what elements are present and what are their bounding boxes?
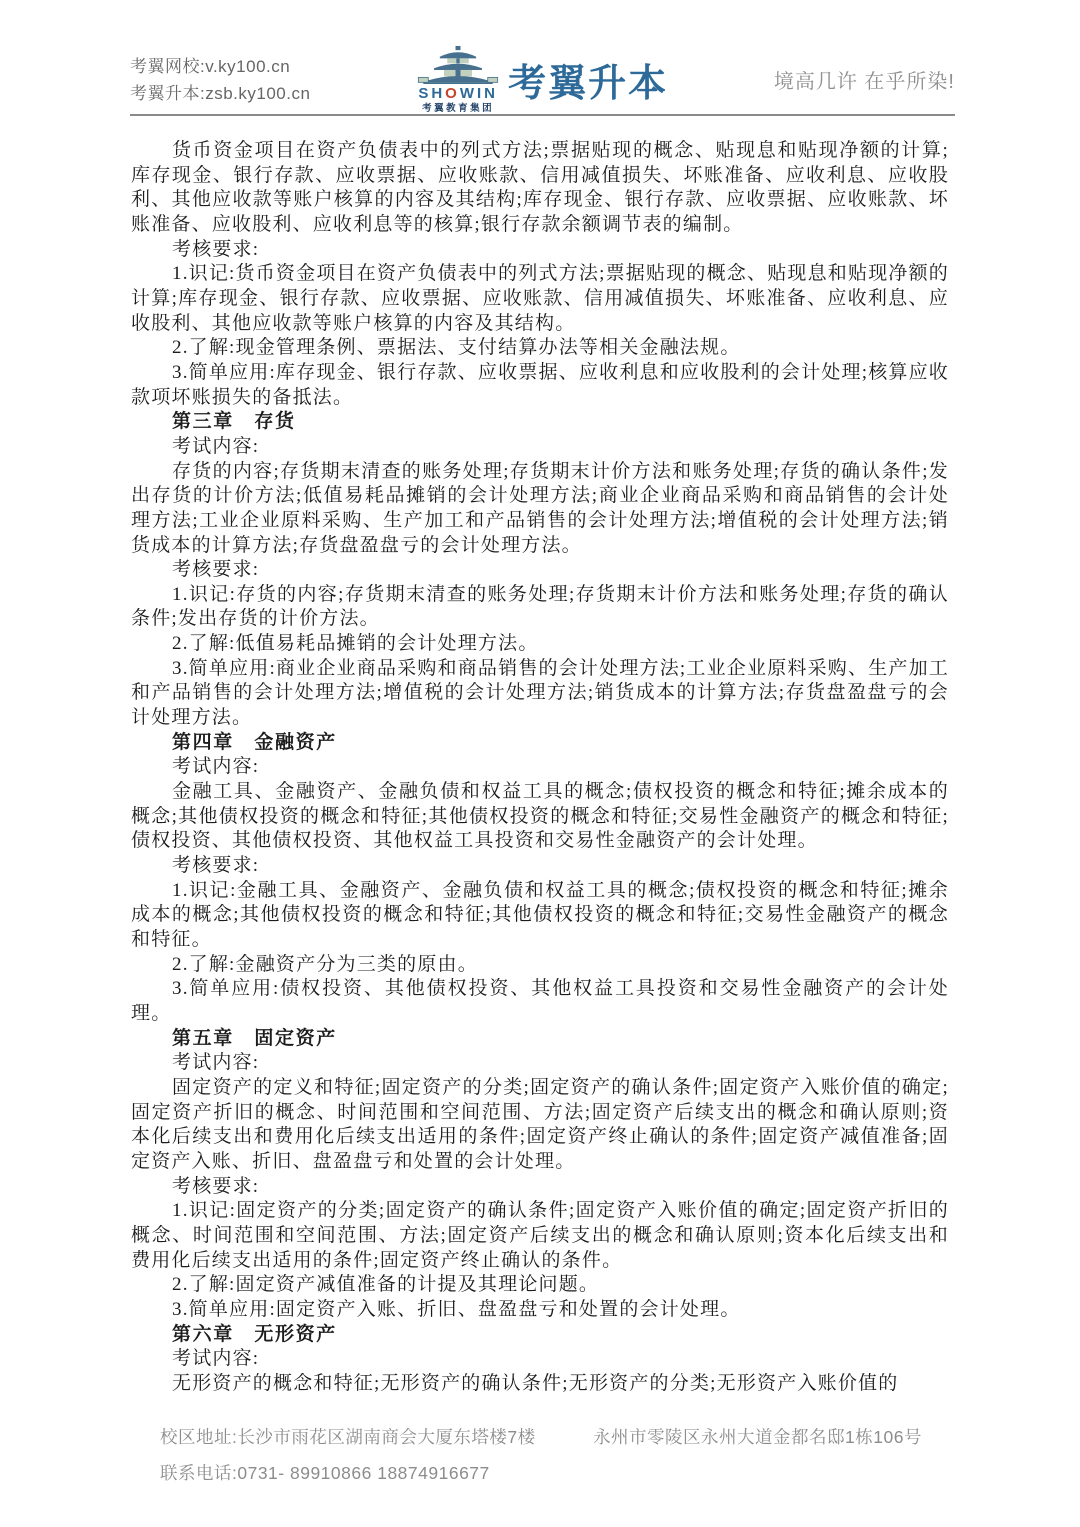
brand-group-name: 考翼教育集团 (422, 103, 495, 114)
page-header (130, 46, 955, 114)
paragraph: 考试内容: (172, 1348, 260, 1370)
site-url-shengben[interactable]: 考翼升本:zsb.ky100.cn (130, 83, 311, 103)
chapter-heading: 第四章 金融资产 (172, 731, 337, 753)
paragraph: 考核要求: (172, 559, 260, 581)
paragraph: 金融工具、金融资产、金融负债和权益工具的概念;债权投资的概念和特征;摊余成本的概念;其他债权投资的概念和特征;其他债权投资的概念和特征;交易性金融资产的概念和特征;债权投资、其他债权投资、其他权益工具投资和交易性金融资产的会计处理。 (131, 781, 949, 852)
page-footer (160, 1424, 922, 1485)
paragraph: 固定资产的定义和特征;固定资产的分类;固定资产的确认条件;固定资产入账价值的确定;固定资产折旧的概念、时间范围和空间范围、方法;固定资产后续支出的概念和确认原则;资本化后续支出和费用化后续支出适用的条件;固定资产终止确认的条件;固定资产减值准备;固定资产入账、折旧、盘盈盘亏和处置的会计处理。 (131, 1076, 949, 1172)
paragraph: 3.简单应用:商业企业商品采购和商品销售的会计处理方法;工业企业原料采购、生产加工和产品销售的会计处理方法;增值税的会计处理方法;销货成本的计算方法;存货盘盈盘亏的会计处理方法。 (131, 657, 950, 729)
logo-mark (416, 46, 500, 114)
paragraph: 1.识记:固定资产的分类;固定资产的确认条件;固定资产入账价值的确定;固定资产折旧的概念、时间范围和空间范围、方法;固定资产后续支出的概念和确认原则;资本化后续支出和费用化后续支出适用的条件;固定资产终止确认的条件。 (131, 1200, 949, 1271)
header-slogan: 境高几许 在乎所染! (773, 71, 955, 94)
site-url-wangxiao[interactable]: 考翼网校:v.ky100.cn (130, 56, 291, 76)
paragraph: 3.简单应用:固定资产入账、折旧、盘盈盘亏和处置的会计处理。 (172, 1298, 741, 1320)
footer-address-row (160, 1424, 922, 1449)
paragraph: 考试内容: (172, 1052, 260, 1074)
paragraph: 考核要求: (172, 238, 260, 260)
brand-name-en: SHOWIN (418, 85, 498, 102)
paragraph: 考核要求: (172, 1175, 260, 1197)
paragraph: 2.了解:现金管理条例、票据法、支付结算办法等相关金融法规。 (172, 337, 741, 359)
paragraph: 货币资金项目在资产负债表中的列式方法;票据贴现的概念、贴现息和贴现净额的计算;库存现金、银行存款、应收票据、应收账款、信用减值损失、坏账准备、应收利息、应收股利、其他应收款等账户核算的内容及其结构;库存现金、银行存款、应收票据、应收账款、坏账准备、应收股利、应收利息等的核算;银行存款余额调节表的编制。 (131, 140, 949, 235)
paragraph: 3.简单应用:债权投资、其他债权投资、其他权益工具投资和交易性金融资产的会计处理。 (131, 978, 949, 1024)
paragraph: 考试内容: (172, 756, 260, 778)
brand-name-cn: 考翼升本 (508, 63, 669, 106)
document-body (131, 139, 949, 1396)
paragraph: 考试内容: (172, 435, 260, 457)
paragraph: 3.简单应用:库存现金、银行存款、应收票据、应收利息和应收股利的会计处理;核算应收款项坏账损失的备抵法。 (131, 361, 950, 408)
contact-phone: 联系电话:0731- 89910866 18874916677 (160, 1463, 490, 1483)
campus-address-yongzhou: 永州市零陵区永州大道金都名邸1栋106号 (593, 1427, 922, 1447)
showin-o-mark: O (445, 85, 460, 102)
brand-logo (416, 46, 668, 114)
chapter-heading: 第六章 无形资产 (172, 1323, 337, 1345)
pavilion-logo-icon (416, 46, 500, 84)
paragraph: 2.了解:低值易耗品摊销的会计处理方法。 (172, 633, 539, 655)
paragraph: 存货的内容;存货期末清查的账务处理;存货期末计价方法和账务处理;存货的确认条件;发出存货的计价方法;低值易耗品摊销的会计处理方法;商业企业商品采购和商品销售的会计处理方法;工业企业原料采购、生产加工和产品销售的会计处理方法;增值税的会计处理方法;销货成本的计算方法;存货盘盈盘亏的会计处理方法。 (131, 460, 949, 556)
paragraph: 1.识记:金融工具、金融资产、金融负债和权益工具的概念;债权投资的概念和特征;摊余成本的概念;其他债权投资的概念和特征;其他债权投资的概念和特征;交易性金融资产的概念和特征。 (131, 879, 949, 950)
paragraph: 1.识记:存货的内容;存货期末清查的账务处理;存货期末计价方法和账务处理;存货的确认条件;发出存货的计价方法。 (131, 583, 949, 630)
paragraph: 2.了解:金融资产分为三类的原由。 (172, 953, 478, 975)
header-site-links (130, 53, 310, 107)
chapter-heading: 第五章 固定资产 (172, 1027, 337, 1049)
header-divider (130, 114, 955, 116)
chapter-heading: 第三章 存货 (172, 411, 296, 433)
paragraph: 1.识记:货币资金项目在资产负债表中的列式方法;票据贴现的概念、贴现息和贴现净额的计算;库存现金、银行存款、应收票据、应收账款、信用减值损失、坏账准备、应收利息、应收股利、其他应收款等账户核算的内容及其结构。 (131, 263, 950, 334)
paragraph: 无形资产的概念和特征;无形资产的确认条件;无形资产的分类;无形资产入账价值的 (172, 1372, 899, 1394)
campus-address-changsha: 校区地址:长沙市雨花区湖南商会大厦东塔楼7楼 (160, 1427, 536, 1447)
paragraph: 2.了解:固定资产减值准备的计提及其理论问题。 (172, 1274, 600, 1296)
paragraph: 考核要求: (172, 855, 260, 877)
